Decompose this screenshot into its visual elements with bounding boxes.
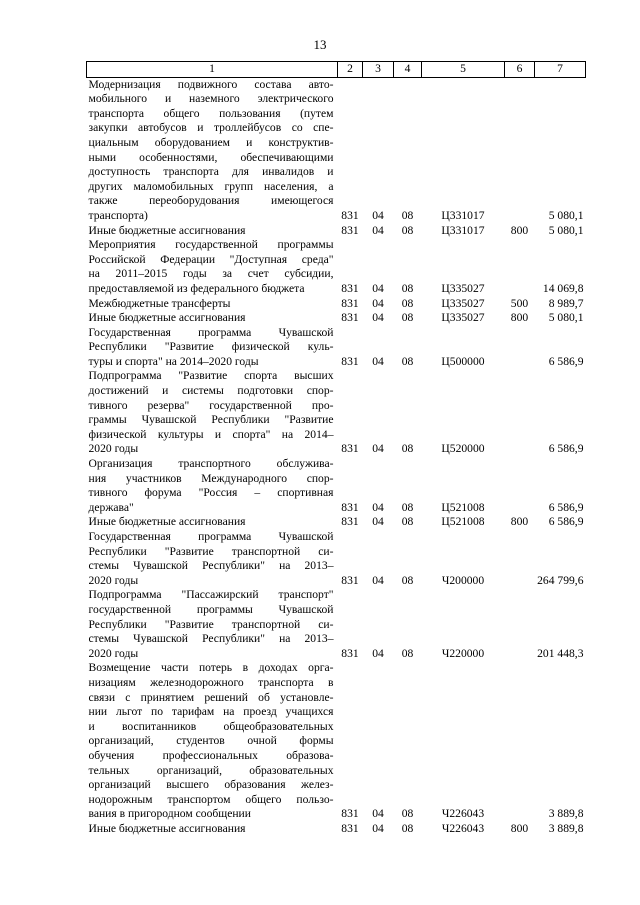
expense-type-code: [505, 326, 535, 370]
amount: 201 448,3: [537, 646, 584, 660]
description-line: тивного резерва" государственной про-: [88, 398, 334, 412]
target-article-code: Ц335027: [441, 296, 485, 310]
description-line: Иные бюджетные ассигнования: [88, 515, 246, 529]
ministry-code: 831: [341, 442, 359, 456]
description-line: Организация транспортного обслужива-: [88, 457, 334, 471]
table-row: [87, 822, 586, 837]
description-line: Российской Федерации "Доступная среда": [88, 252, 334, 266]
row-description: [87, 588, 338, 661]
expense-type-code: 800: [510, 821, 529, 835]
budget-table: [86, 61, 586, 836]
table-row: [87, 530, 586, 588]
ministry-code: 831: [341, 500, 359, 514]
description-line: 2020 годы: [88, 442, 139, 456]
section-code: 04: [372, 515, 384, 529]
row-description: [87, 224, 338, 239]
page-number: 13: [313, 37, 327, 52]
description-line: ния участников Международного спор-: [88, 471, 334, 485]
row-description: [87, 457, 338, 515]
table-row: [87, 588, 586, 661]
description-line: тивного форума "Россия – спортивная: [88, 486, 334, 500]
table-row: [87, 369, 586, 457]
description-line: и воспитанников общеобразовательных: [88, 719, 334, 733]
row-description: [87, 661, 338, 822]
expense-type-code: 800: [510, 311, 529, 325]
ministry-code: 831: [341, 296, 359, 310]
target-article-code: Ч220000: [441, 646, 485, 660]
column-header: 6: [505, 62, 535, 78]
target-article-code: Ц521008: [441, 515, 485, 529]
amount: 264 799,6: [537, 573, 584, 587]
table-header-row: [87, 62, 586, 78]
target-article-code: Ц331017: [441, 223, 485, 237]
expense-type-code: [505, 661, 535, 822]
description-line: тельных организаций, образовательных: [88, 763, 334, 777]
description-line: 2020 годы: [88, 573, 139, 587]
section-code: 04: [372, 223, 384, 237]
description-line: стемы Чувашской Республики" на 2013–: [88, 559, 334, 573]
table-row: [87, 326, 586, 370]
description-line: туры и спорта" на 2014–2020 годы: [88, 354, 259, 368]
description-line: физической культуры и спорта" на 2014–: [88, 427, 334, 441]
section-code: 04: [372, 500, 384, 514]
description-line: также переоборудования имеющегося: [88, 194, 334, 208]
subsection-code: 08: [401, 500, 414, 514]
section-code: 04: [372, 354, 384, 368]
ministry-code: 831: [341, 821, 359, 835]
column-header: 7: [535, 62, 586, 78]
ministry-code: 831: [341, 208, 359, 222]
target-article-code: Ч226043: [441, 807, 485, 821]
target-article-code: Ц335027: [441, 311, 485, 325]
section-code: 04: [372, 442, 384, 456]
description-line: Подпрограмма "Развитие спорта высших: [88, 369, 334, 383]
table-row: [87, 311, 586, 326]
subsection-code: 08: [401, 573, 414, 587]
row-description: [87, 530, 338, 588]
description-line: Государственная программа Чувашской: [88, 530, 334, 543]
section-code: 04: [372, 807, 384, 821]
expense-type-code: [505, 77, 535, 223]
description-line: Межбюджетные трансферты: [88, 296, 231, 310]
ministry-code: 831: [341, 354, 359, 368]
description-line: государственной программы Чувашской: [88, 602, 334, 616]
description-line: Иные бюджетные ассигнования: [88, 821, 246, 835]
ministry-code: 831: [341, 807, 359, 821]
description-line: достижений и системы подготовки спор-: [88, 384, 334, 398]
description-line: низациям железнодорожного транспорта в: [88, 675, 334, 689]
description-line: организаций, студентов очной формы: [88, 734, 334, 748]
description-line: вания в пригородном сообщении: [88, 807, 251, 821]
description-line: 2020 годы: [88, 646, 139, 660]
amount: 5 080,1: [548, 223, 584, 237]
description-line: Иные бюджетные ассигнования: [88, 311, 246, 325]
expense-type-code: [505, 369, 535, 457]
expense-type-code: 800: [510, 515, 529, 529]
description-line: мобильного и наземного электрического: [88, 92, 334, 106]
table-row: [87, 515, 586, 530]
subsection-code: 08: [401, 807, 414, 821]
expense-type-code: [505, 457, 535, 515]
ministry-code: 831: [341, 223, 359, 237]
description-line: ными особенностями, обеспечивающими: [88, 150, 334, 164]
subsection-code: 08: [401, 646, 414, 660]
subsection-code: 08: [401, 281, 414, 295]
description-line: Республики "Развитие физической куль-: [88, 340, 334, 354]
section-code: 04: [372, 281, 384, 295]
amount: 6 586,9: [548, 515, 584, 529]
section-code: 04: [372, 311, 384, 325]
description-line: Государственная программа Чувашской: [88, 325, 334, 339]
table-row: [87, 297, 586, 312]
subsection-code: 08: [401, 442, 414, 456]
column-header: 4: [394, 62, 422, 78]
ministry-code: 831: [341, 646, 359, 660]
description-line: Возмещение части потерь в доходах орга-: [88, 661, 334, 675]
amount: 6 586,9: [548, 354, 584, 368]
description-line: транспорта общего пользования (путем: [88, 106, 334, 120]
row-description: [87, 515, 338, 530]
description-line: Республики "Развитие транспортной си-: [88, 544, 334, 558]
section-code: 04: [372, 646, 384, 660]
target-article-code: Ч200000: [441, 573, 485, 587]
section-code: 04: [372, 821, 384, 835]
target-article-code: Ч226043: [441, 821, 485, 835]
section-code: 04: [372, 573, 384, 587]
amount: 6 586,9: [548, 500, 584, 514]
row-description: [87, 238, 338, 296]
table-row: [87, 457, 586, 515]
expense-type-code: [505, 238, 535, 296]
description-line: обучения профессиональных образова-: [88, 748, 334, 762]
description-line: циальным оборудованием и конструктив-: [88, 135, 334, 149]
target-article-code: Ц335027: [441, 281, 485, 295]
description-line: держава": [88, 500, 134, 514]
description-line: связи с принятием решений об установле-: [88, 690, 334, 704]
row-description: [87, 297, 338, 312]
amount: 14 069,8: [542, 281, 584, 295]
description-line: организаций высшего образования желез-: [88, 778, 334, 792]
table-row: [87, 77, 586, 223]
subsection-code: 08: [401, 821, 414, 835]
target-article-code: Ц521008: [441, 500, 485, 514]
amount: 5 080,1: [548, 208, 584, 222]
expense-type-code: [505, 588, 535, 661]
column-header: 5: [422, 62, 505, 78]
target-article-code: Ц520000: [441, 442, 485, 456]
ministry-code: 831: [341, 573, 359, 587]
target-article-code: Ц331017: [441, 208, 485, 222]
description-line: доступность транспорта для инвалидов и: [88, 165, 334, 179]
amount: 5 080,1: [548, 311, 584, 325]
description-line: граммы Чувашской Республики "Развитие: [88, 413, 334, 427]
amount: 6 586,9: [548, 442, 584, 456]
ministry-code: 831: [341, 281, 359, 295]
table-row: [87, 224, 586, 239]
description-line: транспорта): [88, 208, 148, 222]
expense-type-code: [505, 530, 535, 588]
expense-type-code: 800: [510, 223, 529, 237]
subsection-code: 08: [401, 354, 414, 368]
description-line: Республики "Развитие транспортной си-: [88, 617, 334, 631]
subsection-code: 08: [401, 515, 414, 529]
description-line: Модернизация подвижного состава авто-: [88, 77, 334, 91]
ministry-code: 831: [341, 311, 359, 325]
subsection-code: 08: [401, 208, 414, 222]
description-line: нии льгот по тарифам на проезд учащихся: [88, 705, 334, 719]
row-description: [87, 311, 338, 326]
row-description: [87, 822, 338, 837]
description-line: других маломобильных групп населения, а: [88, 179, 334, 193]
row-description: [87, 369, 338, 457]
row-description: [87, 77, 338, 223]
column-header: 2: [338, 62, 363, 78]
description-line: Подпрограмма "Пассажирский транспорт": [88, 588, 334, 602]
expense-type-code: 500: [510, 296, 529, 310]
subsection-code: 08: [401, 311, 414, 325]
row-description: [87, 326, 338, 370]
description-line: нодорожным транспортом общего пользо-: [88, 792, 334, 806]
subsection-code: 08: [401, 223, 414, 237]
description-line: Мероприятия государственной программы: [88, 238, 334, 252]
section-code: 04: [372, 296, 384, 310]
description-line: Иные бюджетные ассигнования: [88, 223, 246, 237]
table-row: [87, 238, 586, 296]
section-code: 04: [372, 208, 384, 222]
description-line: стемы Чувашской Республики" на 2013–: [88, 632, 334, 646]
column-header: 1: [87, 62, 338, 78]
description-line: на 2011–2015 годы за счет субсидии,: [88, 267, 334, 281]
target-article-code: Ц500000: [441, 354, 485, 368]
amount: 3 889,8: [548, 807, 584, 821]
description-line: закупки автобусов и троллейбусов со спе-: [88, 121, 334, 135]
amount: 8 989,7: [548, 296, 584, 310]
subsection-code: 08: [401, 296, 414, 310]
ministry-code: 831: [341, 515, 359, 529]
amount: 3 889,8: [548, 821, 584, 835]
description-line: предоставляемой из федерального бюджета: [88, 281, 305, 295]
table-row: [87, 661, 586, 822]
column-header: 3: [363, 62, 394, 78]
